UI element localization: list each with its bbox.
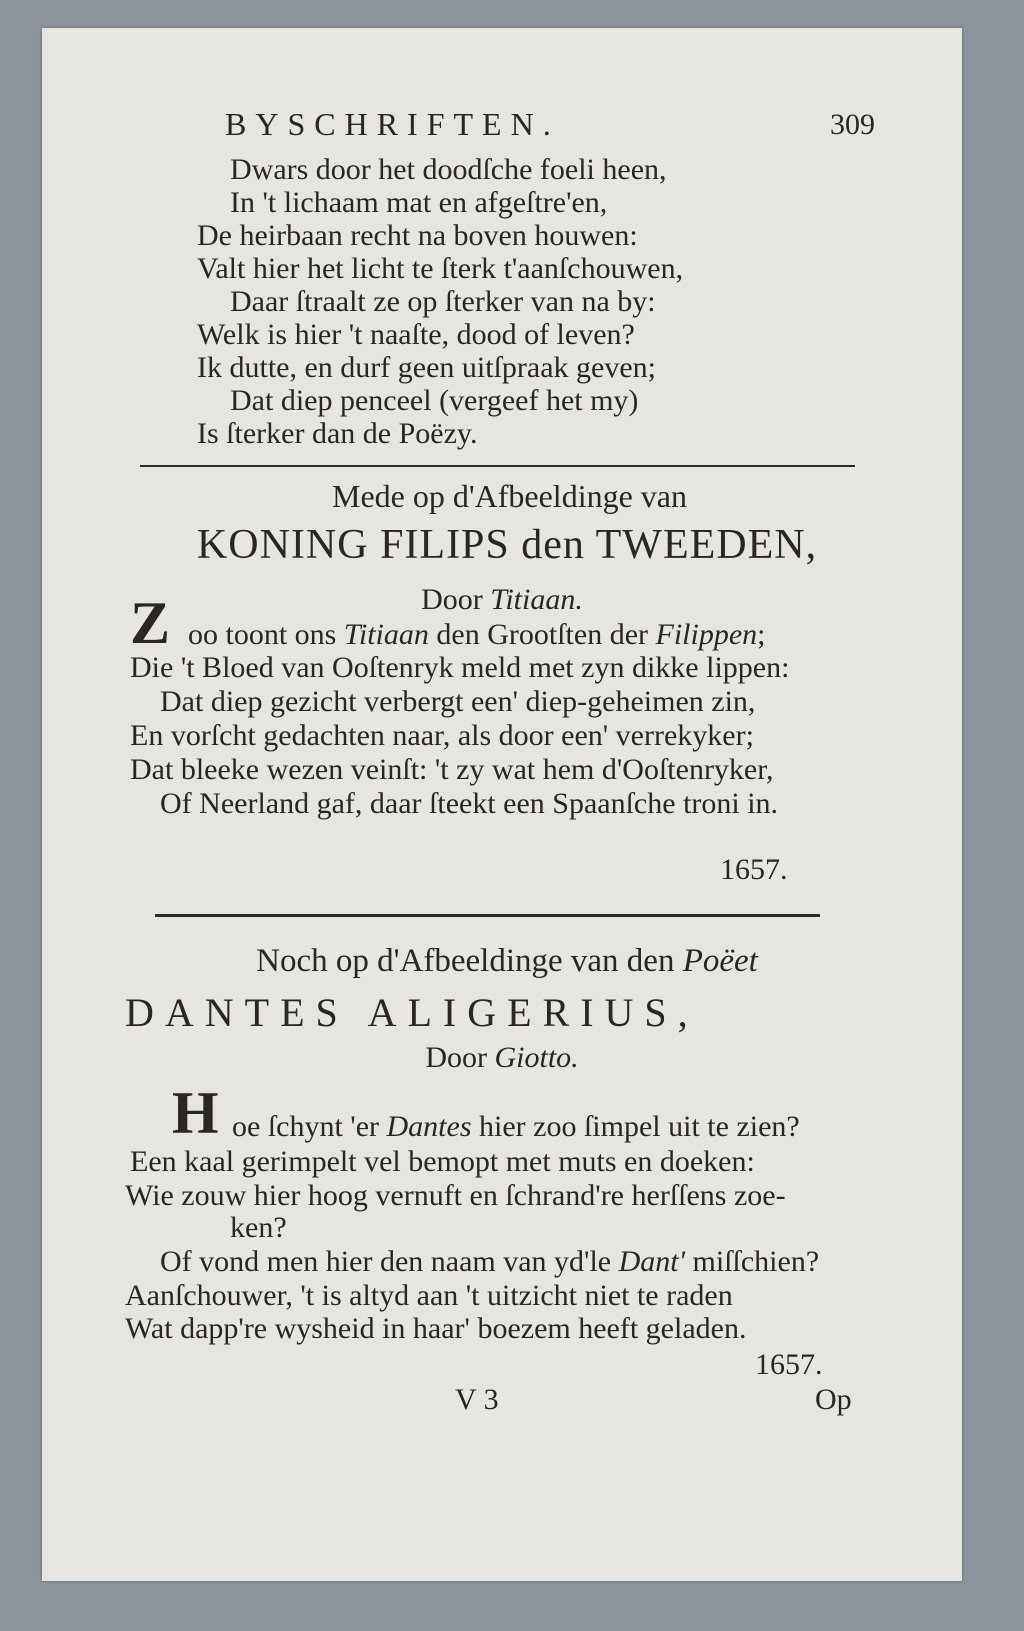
section-heading: Mede op d'Afbeeldinge van [332, 478, 687, 514]
verse-line: Aanſchouwer, 't is altyd aan 't uitzicht niet te raden [125, 1279, 733, 1312]
verse-line: oe ſchynt 'er Dantes hier zoo ſimpel uit te zien? [232, 1110, 800, 1143]
verse-line: Wie zouw hier hoog vernuft en ſchrand're herſſens zoe- [125, 1179, 786, 1212]
divider-rule [155, 914, 820, 917]
verse-line: Dat diep gezicht verbergt een' diep-geheimen zin, [160, 685, 756, 718]
verse-line: oo toont ons Titiaan den Grootſten der Filippen; [188, 618, 766, 651]
year: 1657. [755, 1348, 823, 1381]
drop-cap: H [172, 1080, 219, 1146]
verse-line: Valt hier het licht te ſterk t'aanſchouwen, [197, 252, 684, 285]
byline-prefix: Door [425, 1041, 487, 1074]
verse-line: Of Neerland gaf, daar ſteekt een Spaanſche troni in. [160, 787, 779, 820]
verse-line: Dat bleeke wezen veinſt: 't zy wat hem d'Ooſtenryker, [130, 753, 774, 786]
verse-line: Is ſterker dan de Poëzy. [197, 417, 478, 450]
year: 1657. [720, 853, 788, 886]
verse-line: Wat dapp're wysheid in haar' boezem heeft geladen. [125, 1312, 747, 1345]
page-number: 309 [830, 108, 875, 141]
verse-line: De heirbaan recht na boven houwen: [197, 219, 638, 252]
verse-line: En vorſcht gedachten naar, als door een' verrekyker; [130, 719, 754, 752]
section-title: DANTES ALIGERIUS, [125, 990, 699, 1035]
verse-line: Ik dutte, en durf geen uitſpraak geven; [197, 351, 656, 384]
verse-line: In 't lichaam mat en afgeſtre'en, [230, 186, 608, 219]
catchword: Op [815, 1383, 852, 1416]
section-title: KONING FILIPS den TWEEDEN, [196, 522, 818, 568]
verse-line: ken? [230, 1211, 287, 1244]
section-heading: Noch op d'Afbeeldinge van den Poëet [256, 943, 758, 979]
verse-line: Of vond men hier den naam van yd'le Dant' miſſchien? [160, 1245, 820, 1278]
byline [0, 1043, 1024, 1073]
byline-name: Giotto. [494, 1041, 579, 1074]
divider-rule [140, 465, 855, 467]
byline-name: Titiaan. [490, 583, 583, 616]
drop-cap: Z [130, 590, 171, 656]
signature-mark: V 3 [455, 1383, 499, 1416]
running-title: BYSCHRIFTEN. [225, 106, 560, 142]
verse-line: Welk is hier 't naaſte, dood of leven? [197, 318, 635, 351]
verse-line: Een kaal gerimpelt vel bemopt met muts en doeken: [130, 1145, 755, 1178]
verse-line: Daar ſtraalt ze op ſterker van na by: [230, 285, 656, 318]
verse-line: Dat diep penceel (vergeef het my) [230, 384, 639, 417]
verse-line: Die 't Bloed van Ooſtenryk meld met zyn dikke lippen: [130, 651, 790, 684]
verse-line: Dwars door het doodſche foeli heen, [230, 153, 667, 186]
byline-prefix: Door [421, 583, 483, 616]
